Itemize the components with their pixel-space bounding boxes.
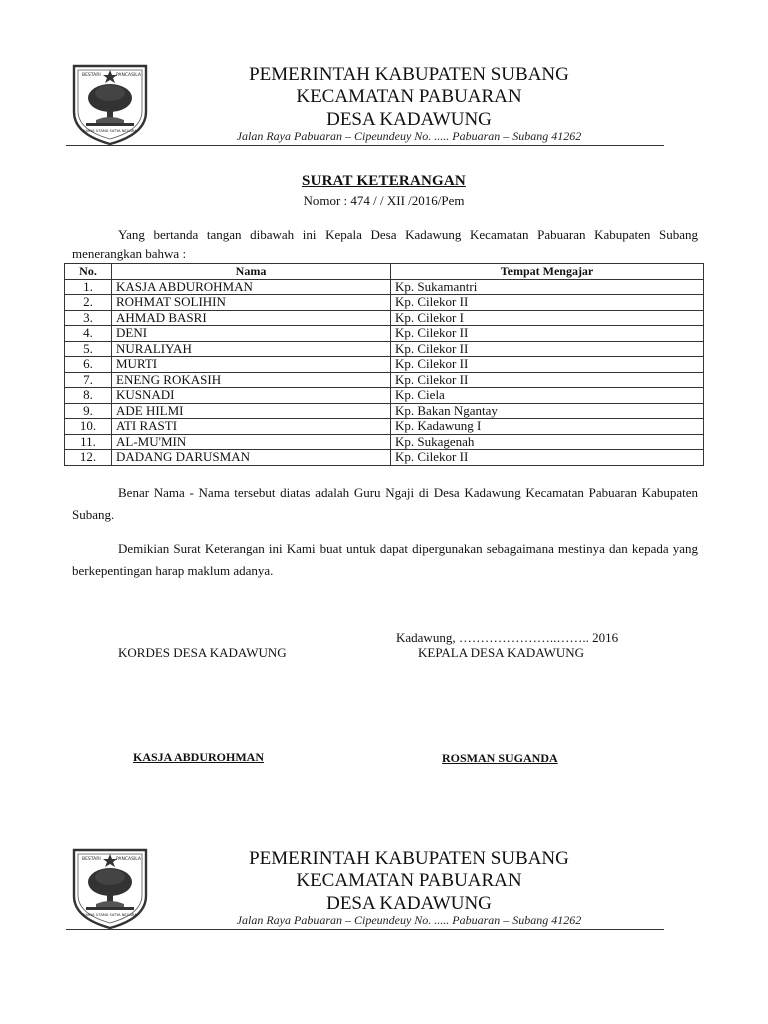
- row-name: NURALIYAH: [112, 341, 391, 357]
- row-number: 3.: [65, 310, 112, 326]
- row-place: Kp. Cilekor II: [391, 357, 704, 373]
- row-number: 12.: [65, 450, 112, 466]
- row-name: KASJA ABDUROHMAN: [112, 279, 391, 295]
- right-signatory-name: ROSMAN SUGANDA: [442, 751, 558, 765]
- document-number: Nomor : 474 / / XII /2016/Pem: [303, 193, 465, 208]
- row-place: Kp. Cilekor I: [391, 310, 704, 326]
- table-row: [65, 279, 704, 295]
- row-number: 10.: [65, 419, 112, 435]
- header-place: Tempat Mengajar: [391, 264, 704, 280]
- row-name: ADE HILMI: [112, 403, 391, 419]
- right-signatory-role: KEPALA DESA KADAWUNG: [418, 645, 585, 660]
- row-name: ATI RASTI: [112, 419, 391, 435]
- left-signatory-name: KASJA ABDUROHMAN: [133, 750, 265, 764]
- intro-paragraph: [72, 225, 698, 263]
- row-name: AL-MU'MIN: [112, 434, 391, 450]
- table-row: [65, 326, 704, 342]
- row-name: KUSNADI: [112, 388, 391, 404]
- row-name: MURTI: [112, 357, 391, 373]
- row-number: 5.: [65, 341, 112, 357]
- row-name: AHMAD BASRI: [112, 310, 391, 326]
- emblem-text-left: BESTARI: [82, 73, 101, 78]
- row-place: Kp. Cilekor II: [391, 326, 704, 342]
- table-row: [65, 295, 704, 311]
- document-title: SURAT KETERANGAN: [302, 173, 466, 189]
- row-place: Kp. Ciela: [391, 388, 704, 404]
- emblem-motto: KARYA UTAMA SATYA NEGARA: [83, 913, 137, 917]
- emblem-motto: KARYA UTAMA SATYA NEGARA: [83, 129, 137, 133]
- regency-emblem-logo: [66, 60, 154, 148]
- header-no: No.: [65, 264, 112, 280]
- intro-text: Yang bertanda tangan dibawah ini Kepala Desa Kadawung Kecamatan Pabuaran Kabupaten Subang menerangkan bahwa :: [72, 227, 698, 261]
- row-number: 8.: [65, 388, 112, 404]
- row-place: Kp. Sukamantri: [391, 279, 704, 295]
- row-place: Kp. Kadawung I: [391, 419, 704, 435]
- left-signatory-role: KORDES DESA KADAWUNG: [118, 645, 287, 660]
- letterhead-village: DESA KADAWUNG: [326, 893, 492, 914]
- table-row: [65, 419, 704, 435]
- letterhead-government: PEMERINTAH KABUPATEN SUBANG: [249, 848, 569, 869]
- next-page-letterhead: [66, 844, 664, 934]
- letterhead-rule: [66, 145, 664, 146]
- row-number: 6.: [65, 357, 112, 373]
- table-row: [65, 341, 704, 357]
- table-row: [65, 434, 704, 450]
- row-place: Kp. Bakan Ngantay: [391, 403, 704, 419]
- header-name: Nama: [112, 264, 391, 280]
- table-body: [65, 279, 704, 465]
- letterhead-government: PEMERINTAH KABUPATEN SUBANG: [249, 64, 569, 85]
- row-name: DENI: [112, 326, 391, 342]
- closing-paragraph: [72, 538, 698, 582]
- letterhead: [66, 60, 664, 150]
- row-name: ENENG ROKASIH: [112, 372, 391, 388]
- teacher-table: [64, 263, 704, 466]
- row-place: Kp. Cilekor II: [391, 450, 704, 466]
- table-row: [65, 310, 704, 326]
- letterhead-rule: [66, 929, 664, 930]
- row-place: Kp. Cilekor II: [391, 341, 704, 357]
- table-row: [65, 357, 704, 373]
- row-name: ROHMAT SOLIHIN: [112, 295, 391, 311]
- regency-emblem-logo: [66, 844, 154, 932]
- letterhead-district: KECAMATAN PABUARAN: [296, 870, 522, 891]
- row-number: 7.: [65, 372, 112, 388]
- emblem-text-right: PANCASILA: [116, 73, 141, 78]
- emblem-text-right: PANCASILA: [116, 857, 141, 862]
- row-place: Kp. Cilekor II: [391, 372, 704, 388]
- row-name: DADANG DARUSMAN: [112, 450, 391, 466]
- row-number: 1.: [65, 279, 112, 295]
- table-row: [65, 372, 704, 388]
- row-number: 4.: [65, 326, 112, 342]
- table-row: [65, 403, 704, 419]
- letterhead-address: Jalan Raya Pabuaran – Cipeundeuy No. ..... Pabuaran – Subang 41262: [236, 913, 582, 927]
- letterhead-village: DESA KADAWUNG: [326, 109, 492, 130]
- row-number: 2.: [65, 295, 112, 311]
- statement-text: Benar Nama - Nama tersebut diatas adalah Guru Ngaji di Desa Kadawung Kecamatan Pabuaran Kabupaten Subang.: [72, 485, 698, 522]
- statement-paragraph: [72, 482, 698, 526]
- emblem-text-left: BESTARI: [82, 857, 101, 862]
- row-place: Kp. Cilekor II: [391, 295, 704, 311]
- row-place: Kp. Sukagenah: [391, 434, 704, 450]
- closing-text: Demikian Surat Keterangan ini Kami buat untuk dapat dipergunakan sebagaimana mestinya dan kepada yang berkepentingan harap maklum adanya.: [72, 541, 698, 578]
- table-row: [65, 450, 704, 466]
- letterhead-district: KECAMATAN PABUARAN: [296, 86, 522, 107]
- table-row: [65, 388, 704, 404]
- place-date: Kadawung, …………………..…….. 2016: [396, 630, 619, 645]
- row-number: 9.: [65, 403, 112, 419]
- letterhead-address: Jalan Raya Pabuaran – Cipeundeuy No. ..... Pabuaran – Subang 41262: [236, 129, 582, 143]
- row-number: 11.: [65, 434, 112, 450]
- table-header-row: [65, 264, 704, 280]
